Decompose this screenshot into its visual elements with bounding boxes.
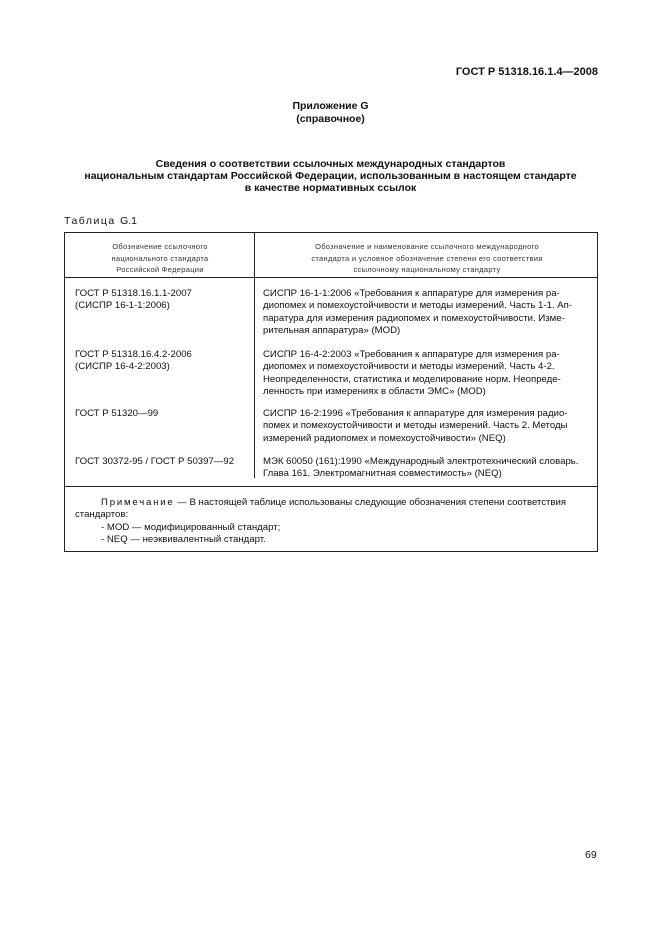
- cell-line: ленность при измерениях в области ЭМС» (MOD): [263, 385, 486, 397]
- table-label-number: G.1: [120, 215, 138, 227]
- section-title-line-2: национальным стандартам Российской Федерации, использованным в настоящем стандарте: [84, 170, 577, 182]
- note-item-neq: - NEQ — неэквивалентный стандарт.: [101, 533, 266, 545]
- section-title: [0, 158, 661, 194]
- cell-line: ГОСТ Р 51320—99: [75, 408, 159, 419]
- table-row-2-national: [75, 349, 249, 374]
- appendix-title: Приложение G: [292, 100, 369, 112]
- cell-line: паратура для измерения радиопомех и помехоустойчивости. Изме-: [263, 312, 565, 324]
- header-line: национального стандарта: [111, 253, 209, 263]
- table-row-3-international: [263, 408, 589, 445]
- table-column-divider: [254, 233, 255, 478]
- cell-line: диопомех и помехоустойчивости и методы измерений. Часть 1-1. Ап-: [263, 300, 573, 312]
- cell-line: (СИСПР 16-4-2:2003): [75, 361, 170, 373]
- table-row-1-national: [75, 288, 249, 313]
- header-line: ссылочному национальному стандарту: [353, 265, 501, 274]
- header-line: Обозначение ссылочного: [112, 242, 208, 251]
- column-header-national: [69, 241, 251, 276]
- table-row-4-national: [75, 456, 249, 468]
- header-line: Российской Федерации: [116, 265, 204, 274]
- cell-line: ГОСТ Р 51318.16.1.1-2007: [75, 288, 192, 299]
- table-row-2-international: [263, 349, 589, 398]
- cell-line: СИСПР 16-4-2:2003 «Требования к аппаратуре для измерения ра-: [263, 349, 560, 360]
- table-note: [75, 497, 591, 546]
- header-line: стандарта и условное обозначение степени его соответствия: [311, 253, 543, 263]
- cell-line: Глава 161. Электромагнитная совместимость» (NEQ): [263, 468, 502, 480]
- page-number: 69: [585, 849, 597, 861]
- cell-line: СИСПР 16-1-1:2006 «Требования к аппаратуре для измерения ра-: [263, 288, 560, 299]
- cell-line: ГОСТ Р 51318.16.4.2-2006: [75, 349, 192, 360]
- section-title-line-1: Сведения о соответствии ссылочных международных стандартов: [155, 158, 506, 170]
- cell-line: Неопределенности, статистика и моделирование норм. Неопреде-: [263, 373, 561, 385]
- note-text: — В настоящей таблице использованы следующие обозначения степени соответствия: [174, 497, 567, 508]
- table-row-3-national: [75, 408, 249, 420]
- section-title-line-3: в качестве нормативных ссылок: [244, 182, 417, 194]
- cell-line: диопомех и помехоустойчивости и методы измерений. Часть 4-2.: [263, 361, 555, 373]
- cell-line: МЭК 60050 (161):1990 «Международный электротехнический словарь.: [263, 456, 579, 467]
- note-first-line: [75, 497, 591, 509]
- table-label: [64, 215, 137, 227]
- table-header-divider: [65, 277, 597, 278]
- appendix-heading: [0, 100, 661, 126]
- table-note-divider: [65, 486, 597, 487]
- note-label: Примечание: [101, 497, 175, 508]
- table-row-4-international: [263, 456, 589, 481]
- header-line: Обозначение и наименование ссылочного международного: [315, 242, 539, 251]
- cell-line: СИСПР 16-2:1996 «Требования к аппаратуре для измерения радио-: [263, 408, 568, 419]
- appendix-subtitle: (справочное): [296, 113, 365, 125]
- note-text-continued: стандартов:: [75, 509, 129, 521]
- table-label-word: Таблица: [64, 215, 116, 227]
- document-standard-id: ГОСТ Р 51318.16.1.4—2008: [455, 66, 598, 78]
- cell-line: ГОСТ 30372-95 / ГОСТ Р 50397—92: [75, 456, 235, 467]
- cell-line: рительная аппаратура» (MOD): [263, 324, 401, 336]
- correspondence-table: [64, 232, 598, 552]
- table-row-1-international: [263, 288, 589, 337]
- cell-line: помех и помехоустойчивости и методы измерений. Часть 2. Методы: [263, 420, 568, 432]
- note-item-mod: - MOD — модифицированный стандарт;: [101, 521, 281, 533]
- column-header-international: [259, 241, 595, 276]
- cell-line: измерений радиопомех и помехоустойчивости» (NEQ): [263, 432, 506, 444]
- cell-line: (СИСПР 16-1-1:2006): [75, 300, 170, 312]
